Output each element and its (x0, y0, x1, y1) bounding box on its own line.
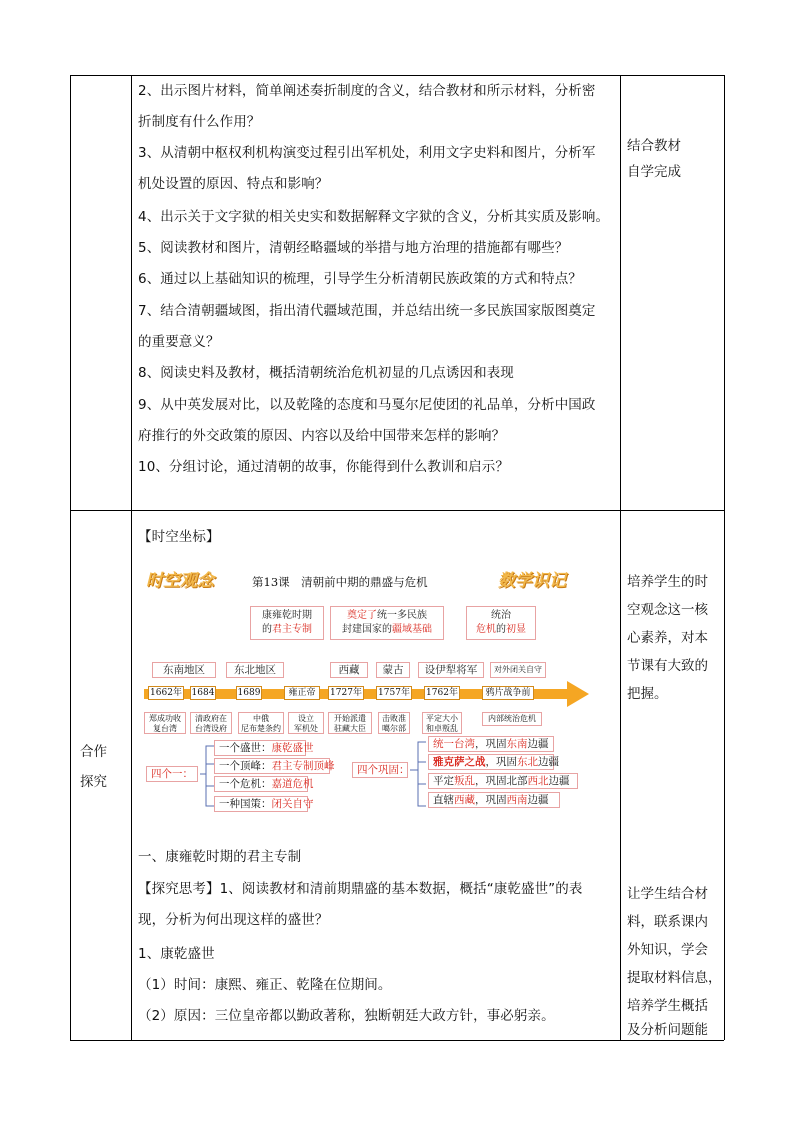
step-line: 8、阅读史料及教材，概括清朝统治危机初显的几点诱因和表现 (138, 365, 514, 381)
row2-label: 探究 (80, 774, 107, 790)
one-item: 一种国策：闭关自守 (214, 796, 308, 812)
row2-right-note: 节课有大致的 (627, 658, 708, 674)
row2-label: 合作 (80, 744, 107, 760)
row2-right-note: 心素养，对本 (627, 630, 708, 646)
step-line: 5、阅读教材和图片，清朝经略疆域的举措与地方治理的措施都有哪些？ (138, 240, 569, 256)
timeline-diagram (142, 560, 594, 818)
col-border-right (724, 75, 725, 1040)
row2-right-note: 培养学生概括 (627, 998, 708, 1014)
one-item: 一个顶峰：君主专制顶峰 (214, 758, 330, 774)
diagram-title: 第13课 清朝前中期的鼎盛与危机 (252, 575, 428, 589)
content-line: （1）时间：康熙、雍正、乾隆在位期间。 (138, 977, 392, 993)
step-line: 3、从清朝中枢权利机构演变过程引出军机处，利用文字史料和图片，分析军 (138, 145, 596, 161)
region-box: 对外闭关自守 (490, 662, 546, 678)
timeline-arrow-head (567, 681, 589, 707)
inquiry-line: 现，分析为何出现这样的盛世？ (138, 912, 329, 928)
year-box: 1727年 (328, 686, 364, 700)
four-gu-label: 四个巩固： (352, 762, 408, 778)
event-box: 开始派遣 驻藏大臣 (328, 712, 372, 734)
region-box: 设伊犁将军 (418, 662, 484, 678)
region-box: 西藏 (330, 662, 368, 678)
row2-right-note: 让学生结合材 (627, 886, 708, 902)
step-line: 的重要意义？ (138, 334, 220, 350)
event-box: 郑成功收 复台湾 (144, 712, 186, 734)
event-box: 清政府在 台湾设府 (190, 712, 232, 734)
step-line: 6、通过以上基础知识的梳理，引导学生分析清朝民族政策的方式和特点？ (138, 271, 582, 287)
year-box: 雍正帝 (284, 686, 320, 700)
region-box: 东南地区 (152, 662, 216, 678)
top-box-territory: 奠定了统一多民族 封建国家的疆域基础 (330, 606, 444, 640)
step-line: 9、从中英发展对比，以及乾隆的态度和马戛尔尼使团的礼品单，分析中国政 (138, 397, 596, 413)
gu-item: 统一台湾，巩固东南边疆 (428, 736, 554, 752)
step-line: 折制度有什么作用？ (138, 114, 261, 130)
row2-right-note: 及分析问题能 (627, 1022, 708, 1038)
region-box: 蒙古 (376, 662, 410, 678)
step-line: 机处设置的原因、特点和影响？ (138, 176, 329, 192)
row1-right-note: 结合教材 (627, 138, 681, 154)
step-line: 2、出示图片材料，简单阐述奏折制度的含义，结合教材和所示材料，分析密 (138, 83, 596, 99)
col-border-2 (620, 75, 621, 1040)
row2-right-note: 提取材料信息， (627, 970, 722, 986)
top-box-crisis: 统治 危机的初显 (466, 606, 536, 640)
step-line: 7、结合清朝疆域图，指出清代疆域范围，并总结出统一多民族国家版图奠定 (138, 303, 596, 319)
row1-right-note: 自学完成 (627, 164, 681, 180)
year-box: 1662年 (148, 686, 184, 700)
step-line: 4、出示关于文字狱的相关史实和数据解释文字狱的含义，分析其实质及影响。 (138, 209, 610, 225)
gu-item: 直辖西藏，巩固西南边疆 (428, 792, 560, 808)
step-line: 10、分组讨论，通过清朝的故事，你能得到什么教训和启示？ (138, 459, 509, 475)
event-box: 设立 军机处 (288, 712, 324, 734)
year-box: 1757年 (376, 686, 412, 700)
content-line: （2）原因：三位皇帝都以勤政著称，独断朝廷大政方针，事必躬亲。 (138, 1008, 555, 1024)
row2-right-note: 料，联系课内 (627, 914, 708, 930)
row2-right-note: 空观念这一核 (627, 602, 708, 618)
step-line: 府推行的外交政策的原因、内容以及给中国带来怎样的影响？ (138, 428, 506, 444)
watermark-right: 数学识记 (498, 571, 566, 591)
event-box: 平定大小 和卓叛乱 (422, 712, 462, 734)
top-box-monarchy: 康雍乾时期 的君主专制 (250, 606, 324, 640)
region-box: 东北地区 (226, 662, 284, 678)
event-box: 内部统治危机 (482, 712, 542, 726)
bracket-right (408, 736, 428, 812)
event-box: 击败准 噶尔部 (378, 712, 410, 734)
year-box: 1689 (237, 688, 261, 698)
row-divider (70, 510, 724, 511)
section-heading: 【时空坐标】 (138, 529, 220, 545)
year-box: 1762年 (424, 686, 460, 700)
row2-right-note: 外知识，学会 (627, 942, 708, 958)
year-box: 1684 (191, 688, 215, 698)
year-box: 鸦片战争前 (482, 686, 534, 700)
gu-item: 平定叛乱，巩固北部西北边疆 (428, 773, 578, 789)
section-title: 一、康雍乾时期的君主专制 (138, 849, 302, 865)
content-line: 1、康乾盛世 (138, 946, 215, 962)
row2-right-note: 培养学生的时 (627, 574, 708, 590)
inquiry-line: 【探究思考】1、阅读教材和清前期鼎盛的基本数据，概括“康乾盛世”的表 (138, 881, 583, 897)
col-border-left (70, 75, 71, 1040)
one-item: 一个盛世：康乾盛世 (214, 740, 306, 756)
table-bottom-border (70, 1040, 724, 1041)
four-one-label: 四个一： (146, 766, 198, 782)
one-item: 一个危机：嘉道危机 (214, 776, 308, 792)
col-border-1 (131, 75, 132, 1040)
gu-item: 雅克萨之战，巩固东北边疆 (428, 754, 554, 770)
watermark-left: 时空观念 (146, 571, 214, 591)
row2-right-note: 把握。 (627, 686, 668, 702)
event-box: 中俄 尼布楚条约 (238, 712, 284, 734)
